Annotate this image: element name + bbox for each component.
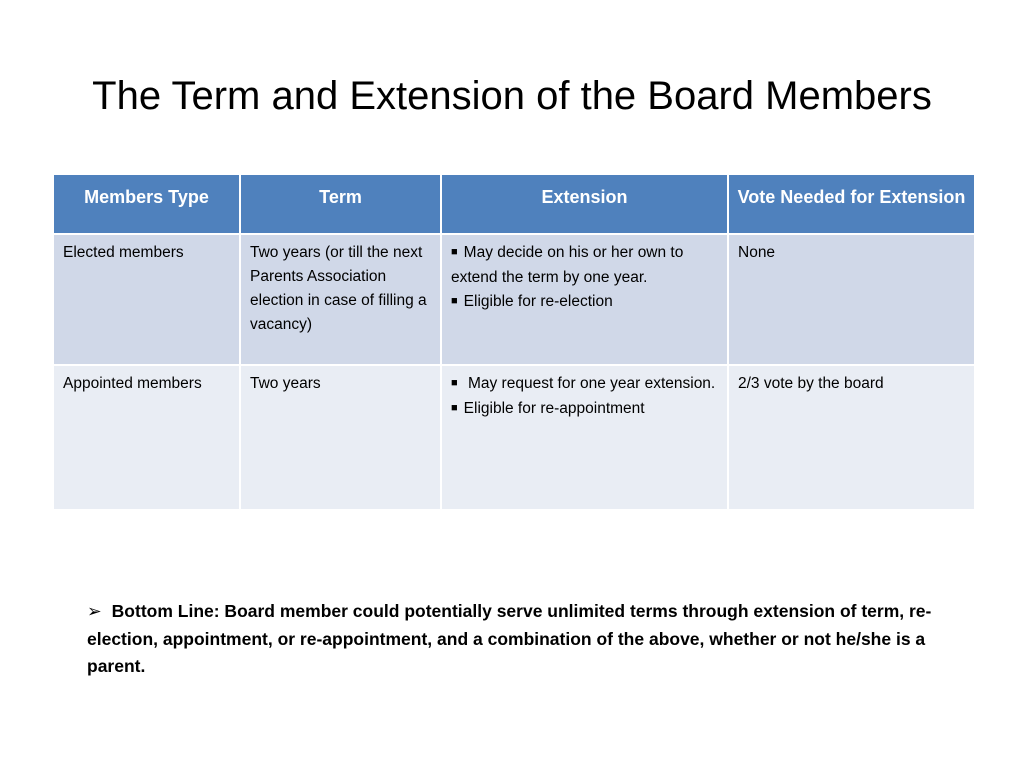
square-bullet-icon: ■: [451, 402, 458, 414]
cell-members-type: Elected members: [53, 234, 240, 365]
list-item: [451, 397, 718, 422]
cell-members-type: Appointed members: [53, 365, 240, 510]
cell-extension: [441, 365, 728, 510]
extension-text: Eligible for re-appointment: [463, 400, 645, 417]
slide-title: The Term and Extension of the Board Members: [92, 74, 932, 118]
extension-text: May request for one year extension.: [463, 375, 716, 392]
square-bullet-icon: ■: [451, 295, 458, 307]
list-item: [451, 241, 718, 290]
list-item: [451, 372, 718, 397]
table-row: [53, 365, 975, 510]
header-term: Term: [240, 174, 441, 234]
bottom-line-text: Bottom Line: Board member could potentially serve unlimited terms through extension of term, re-election, appointment, or re-appointment, and a combination of the above, whether or not he/she is a parent.: [87, 601, 932, 676]
square-bullet-icon: ■: [451, 246, 458, 258]
extension-text: Eligible for re-election: [463, 293, 613, 310]
header-members-type: Members Type: [53, 174, 240, 234]
cell-vote-needed: 2/3 vote by the board: [728, 365, 975, 510]
header-extension: Extension: [441, 174, 728, 234]
cell-vote-needed: None: [728, 234, 975, 365]
cell-term: Two years: [240, 365, 441, 510]
square-bullet-icon: ■: [451, 377, 458, 389]
extension-text: May decide on his or her own to extend the term by one year.: [451, 244, 684, 286]
cell-extension: [441, 234, 728, 365]
table-row: [53, 234, 975, 365]
bottom-line-note: [87, 598, 957, 681]
table-header-row: [53, 174, 975, 234]
arrow-bullet-icon: ➢: [87, 601, 102, 621]
header-vote-needed: Vote Needed for Extension: [728, 174, 975, 234]
list-item: [451, 290, 718, 315]
cell-term: Two years (or till the next Parents Association election in case of filling a vacancy): [240, 234, 441, 365]
board-members-table: [52, 173, 976, 511]
